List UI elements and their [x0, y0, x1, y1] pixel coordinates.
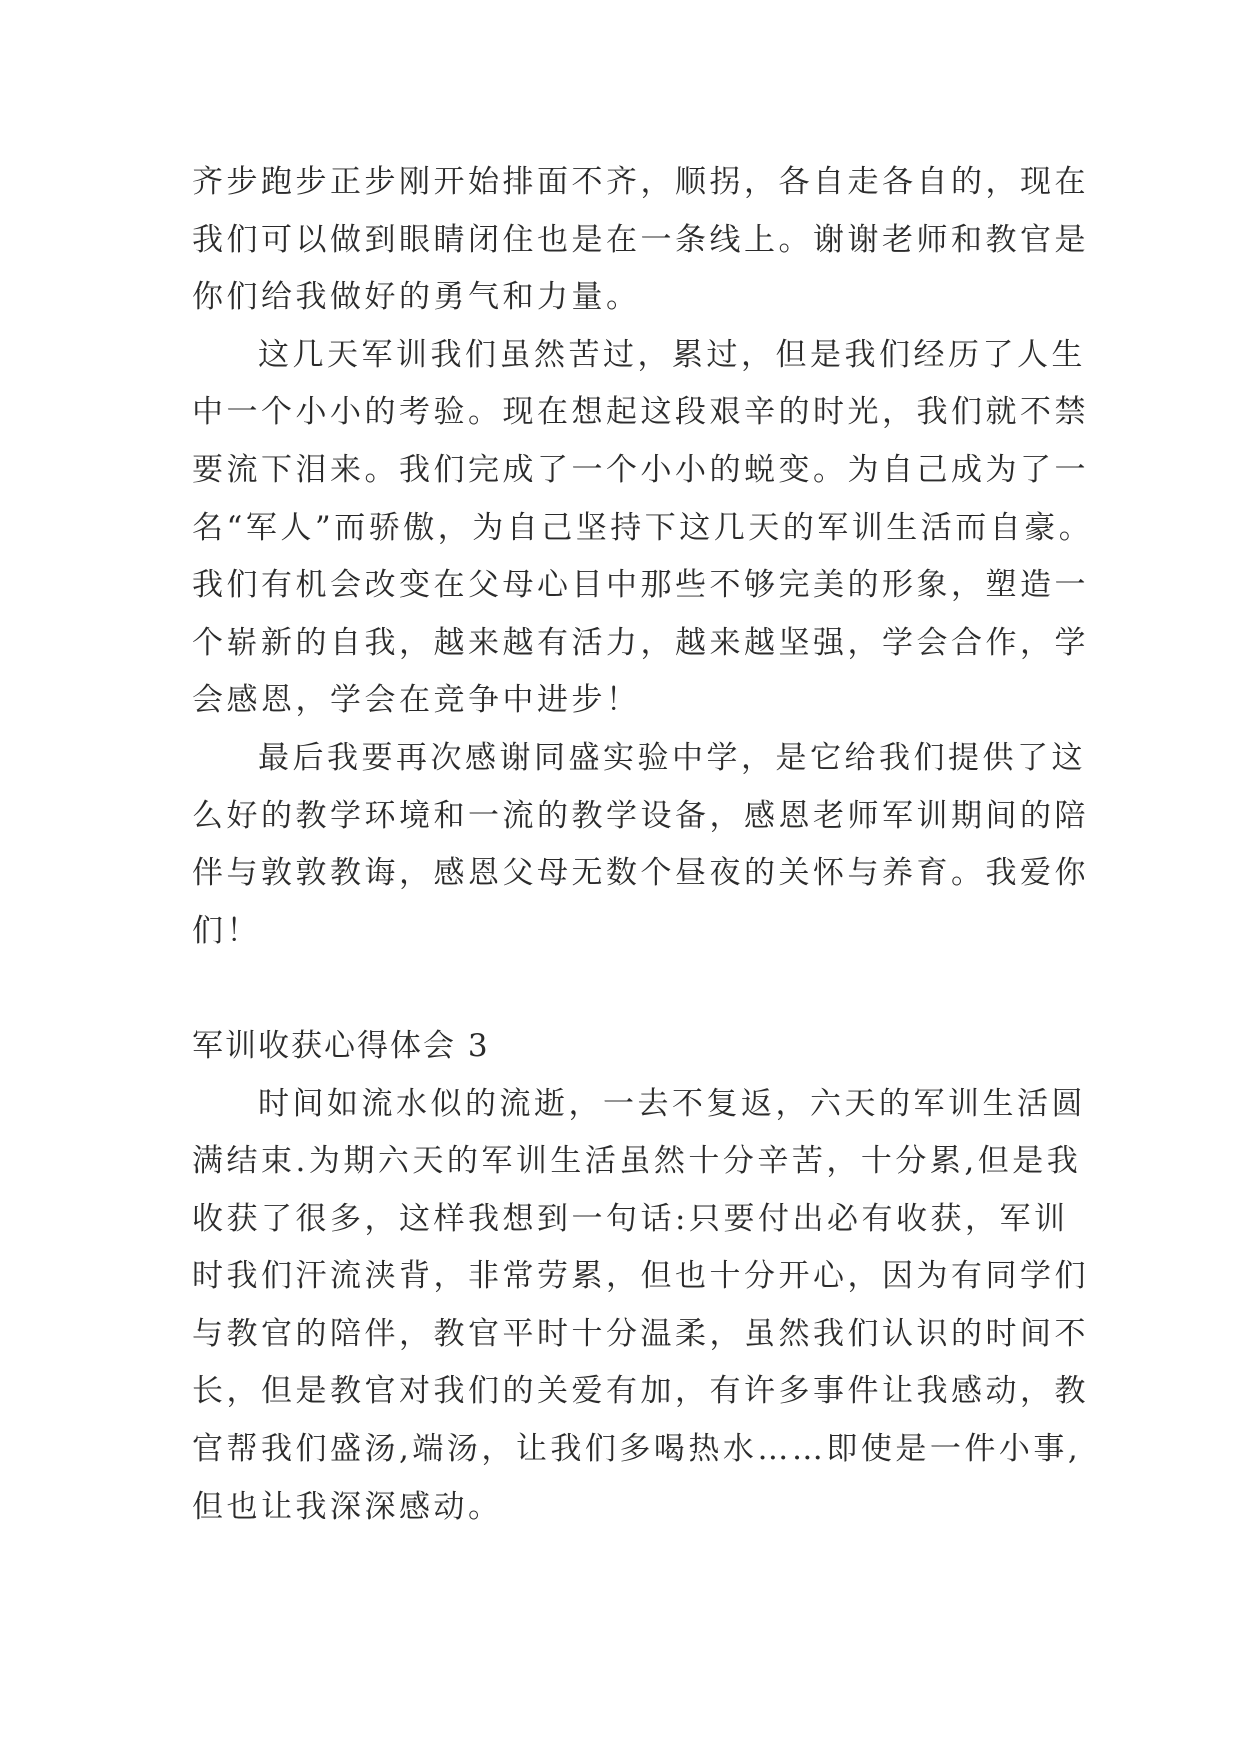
paragraph-line: 这几天军训我们虽然苦过，累过，但是我们经历了人生 [258, 336, 1086, 373]
document-body [192, 154, 1094, 1536]
paragraph-line: 长，但是教官对我们的关爱有加，有许多事件让我感动，教 [192, 1373, 1089, 1410]
paragraph-line: 么好的教学环境和一流的教学设备，感恩老师军训期间的陪 [192, 797, 1089, 834]
paragraph-line: 个崭新的自我，越来越有活力，越来越坚强，学会合作，学 [192, 624, 1089, 661]
paragraph-3 [192, 730, 1089, 960]
paragraph-line: 收获了很多，这样我想到一句话:只要付出必有收获，军训 [192, 1200, 1069, 1237]
paragraph-line: 要流下泪来。我们完成了一个小小的蜕变。为自己成为了一 [192, 451, 1089, 488]
blank-line [192, 960, 1050, 1018]
paragraph-line: 中一个小小的考验。现在想起这段艰辛的时光，我们就不禁 [192, 394, 1089, 431]
paragraph-line: 我们可以做到眼睛闭住也是在一条线上。谢谢老师和教官是 [192, 221, 1089, 258]
paragraph-2 [192, 327, 1094, 730]
paragraph-line: 官帮我们盛汤,端汤，让我们多喝热水……即使是一件小事, [192, 1431, 1082, 1468]
paragraph-1 [192, 154, 1089, 327]
section-heading: 军训收获心得体会 3 [192, 1027, 490, 1064]
paragraph-line: 会感恩，学会在竞争中进步！ [192, 682, 641, 719]
paragraph-line: 伴与敦敦教诲，感恩父母无数个昼夜的关怀与养育。我爱你 [192, 855, 1089, 892]
paragraph-line: 时我们汗流浃背，非常劳累，但也十分开心，因为有同学们 [192, 1258, 1089, 1295]
paragraph-line: 名“军人”而骄傲，为自己坚持下这几天的军训生活而自豪。 [192, 509, 1094, 546]
paragraph-line: 与教官的陪伴，教官平时十分温柔，虽然我们认识的时间不 [192, 1315, 1089, 1352]
paragraph-line: 们！ [192, 912, 261, 949]
paragraph-line: 满结束.为期六天的军训生活虽然十分辛苦，十分累,但是我 [192, 1143, 1082, 1180]
paragraph-line: 最后我要再次感谢同盛实验中学，是它给我们提供了这 [258, 739, 1086, 776]
paragraph-line: 齐步跑步正步刚开始排面不齐，顺拐，各自走各自的，现在 [192, 164, 1089, 200]
paragraph-line: 我们有机会改变在父母心目中那些不够完美的形象，塑造一 [192, 567, 1089, 604]
paragraph-line: 时间如流水似的流逝，一去不复返，六天的军训生活圆 [258, 1085, 1086, 1122]
paragraph-line: 但也让我深深感动。 [192, 1488, 503, 1525]
paragraph-line: 你们给我做好的勇气和力量。 [192, 279, 641, 316]
paragraph-4 [192, 1076, 1089, 1537]
